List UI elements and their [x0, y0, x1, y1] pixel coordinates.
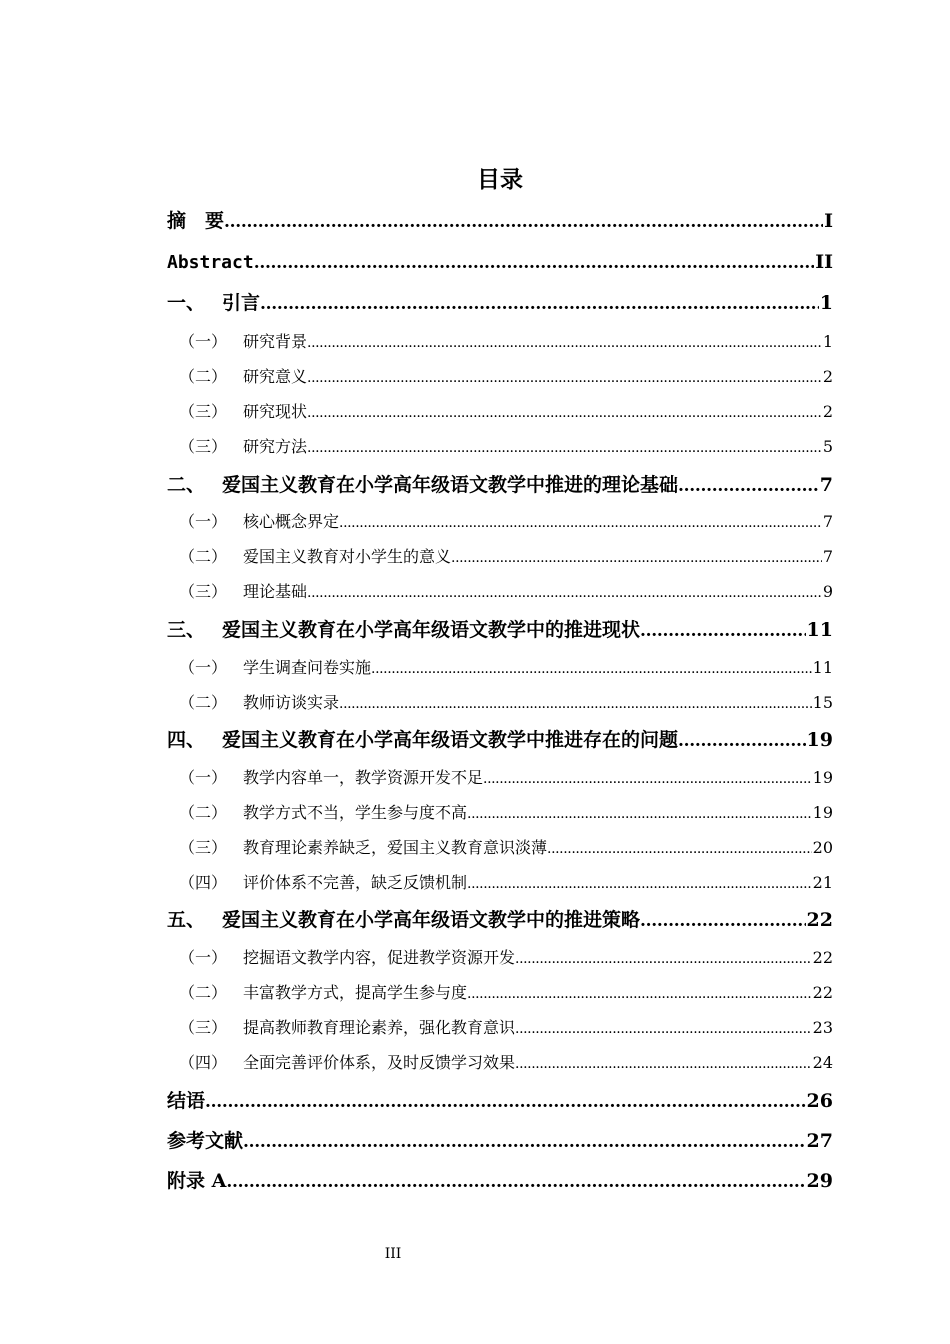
toc-entry-page: 27 — [806, 1130, 833, 1152]
table-of-contents — [167, 0, 833, 1344]
toc-dot-leader — [307, 330, 822, 355]
toc-dot-leader — [254, 248, 815, 277]
toc-entry-label: 参考文献 — [167, 1130, 244, 1152]
toc-entry[interactable] — [167, 615, 833, 645]
toc-entry-page: 11 — [806, 619, 833, 641]
toc-dot-leader — [515, 946, 812, 971]
toc-entry-label: 全面完善评价体系，及时反馈学习效果 — [243, 1053, 516, 1072]
toc-dot-leader — [307, 580, 822, 605]
toc-entry[interactable] — [167, 690, 833, 716]
toc-entry-page: 22 — [812, 983, 833, 1002]
toc-entry-page: 15 — [812, 693, 833, 712]
toc-entry-number: 三、 — [167, 619, 206, 641]
toc-entry-page: 24 — [812, 1053, 833, 1072]
toc-entry-page: 7 — [819, 474, 833, 496]
toc-entry-number: （二） — [179, 367, 228, 386]
toc-entry[interactable] — [167, 800, 833, 826]
toc-entry-number: （三） — [179, 1018, 228, 1037]
toc-dot-leader — [205, 1087, 806, 1116]
toc-entry-label: 提高教师教育理论素养，强化教育意识 — [243, 1018, 516, 1037]
toc-entry[interactable] — [167, 470, 833, 500]
toc-entry-number: （一） — [179, 332, 228, 351]
toc-entry-label: 教育理论素养缺乏，爱国主义教育意识淡薄 — [243, 838, 548, 857]
toc-entry-label: 爱国主义教育在小学高年级语文教学中的推进现状 — [222, 619, 641, 641]
toc-entry-number: （四） — [179, 873, 228, 892]
toc-entry-number: （二） — [179, 693, 228, 712]
toc-dot-leader — [515, 1016, 812, 1041]
toc-dot-leader — [224, 207, 823, 236]
toc-entry-page: 29 — [806, 1170, 833, 1192]
toc-dot-leader — [339, 691, 812, 716]
toc-entry[interactable] — [167, 1050, 833, 1076]
toc-entry-page: 2 — [822, 367, 833, 386]
toc-entry-label: 研究意义 — [243, 367, 308, 386]
toc-entry-label: 理论基础 — [243, 582, 308, 601]
toc-entry-page: II — [815, 251, 833, 273]
toc-dot-leader — [467, 871, 812, 896]
toc-entry-label: 核心概念界定 — [243, 512, 340, 531]
toc-dot-leader — [226, 1167, 805, 1196]
toc-entry-number: （三） — [179, 402, 228, 421]
toc-entry-label: Abstract — [167, 252, 254, 273]
toc-dot-leader — [640, 616, 806, 645]
toc-entry-page: 9 — [822, 582, 833, 601]
toc-entry-number: （一） — [179, 512, 228, 531]
toc-entry[interactable] — [167, 364, 833, 390]
toc-entry-number: 一、 — [167, 292, 206, 314]
toc-entry-page: 5 — [822, 437, 833, 456]
toc-entry-label: 附录 A — [167, 1170, 227, 1192]
toc-entry-page: 22 — [806, 909, 833, 931]
toc-entry[interactable] — [167, 206, 833, 236]
toc-entry-page: 22 — [812, 948, 833, 967]
toc-entry[interactable] — [167, 980, 833, 1006]
toc-entry-label: 研究方法 — [243, 437, 308, 456]
toc-dot-leader — [243, 1127, 806, 1156]
toc-entry-number: （三） — [179, 437, 228, 456]
toc-entry-number: （一） — [179, 768, 228, 787]
toc-entry[interactable] — [167, 1015, 833, 1041]
toc-entry-number: （一） — [179, 658, 228, 677]
toc-entry-number: （三） — [179, 582, 228, 601]
toc-entry-page: 11 — [812, 658, 833, 677]
toc-dot-leader — [451, 545, 822, 570]
toc-dot-leader — [371, 656, 812, 681]
toc-entry-page: 20 — [812, 838, 833, 857]
toc-entry-number: 二、 — [167, 474, 206, 496]
toc-entry-label: 研究现状 — [243, 402, 308, 421]
toc-entry[interactable] — [167, 544, 833, 570]
toc-entry-number: 四、 — [167, 729, 206, 751]
toc-dot-leader — [260, 289, 819, 318]
toc-entry-page: 19 — [812, 803, 833, 822]
toc-entry-number: （二） — [179, 803, 228, 822]
toc-entry-label: 评价体系不完善，缺乏反馈机制 — [243, 873, 468, 892]
toc-entry-page: 2 — [822, 402, 833, 421]
toc-dot-leader — [547, 836, 812, 861]
toc-dot-leader — [467, 981, 812, 1006]
toc-entry[interactable] — [167, 579, 833, 605]
toc-entry-page: 21 — [812, 873, 833, 892]
toc-entry-label: 爱国主义教育对小学生的意义 — [243, 547, 452, 566]
toc-entry-label: 爱国主义教育在小学高年级语文教学中的推进策略 — [222, 909, 641, 931]
toc-dot-leader — [515, 1051, 812, 1076]
toc-entry[interactable] — [167, 945, 833, 971]
toc-entry-label: 摘 要 — [167, 210, 225, 232]
toc-title: 目录 — [477, 167, 523, 193]
toc-entry[interactable] — [167, 655, 833, 681]
toc-entry-page: 7 — [822, 512, 833, 531]
toc-entry-page: 19 — [806, 729, 833, 751]
toc-entry-number: （二） — [179, 983, 228, 1002]
toc-entry-label: 教师访谈实录 — [243, 693, 340, 712]
toc-entry[interactable] — [167, 329, 833, 355]
toc-entry-number: （二） — [179, 547, 228, 566]
toc-entry-label: 爱国主义教育在小学高年级语文教学中推进的理论基础 — [222, 474, 679, 496]
toc-entry-label: 教学内容单一，教学资源开发不足 — [243, 768, 484, 787]
toc-dot-leader — [307, 400, 822, 425]
toc-entry[interactable] — [167, 434, 833, 460]
toc-entry-label: 结语 — [167, 1090, 206, 1112]
toc-entry[interactable] — [167, 1166, 833, 1196]
toc-dot-leader — [640, 906, 806, 935]
toc-entry-label: 挖掘语文教学内容，促进教学资源开发 — [243, 948, 516, 967]
toc-dot-leader — [307, 435, 822, 460]
toc-entry[interactable] — [167, 399, 833, 425]
toc-entry-page: 1 — [822, 332, 833, 351]
toc-entry-label: 学生调查问卷实施 — [243, 658, 372, 677]
toc-entry-label: 教学方式不当，学生参与度不高 — [243, 803, 468, 822]
page-number-footer: III — [384, 1246, 402, 1262]
toc-entry-number: 五、 — [167, 909, 206, 931]
toc-entry[interactable] — [167, 835, 833, 861]
toc-entry-page: 1 — [819, 292, 833, 314]
toc-entry-label: 丰富教学方式，提高学生参与度 — [243, 983, 468, 1002]
toc-entry[interactable] — [167, 870, 833, 896]
toc-entry-page: 7 — [822, 547, 833, 566]
toc-entry-page: 23 — [812, 1018, 833, 1037]
toc-dot-leader — [467, 801, 812, 826]
toc-entry[interactable] — [167, 509, 833, 535]
toc-entry[interactable] — [167, 247, 833, 277]
toc-dot-leader — [483, 766, 812, 791]
toc-entry[interactable] — [167, 1086, 833, 1116]
toc-dot-leader — [678, 471, 819, 500]
toc-entry[interactable] — [167, 765, 833, 791]
toc-entry-page: 19 — [812, 768, 833, 787]
toc-entry-page: 26 — [806, 1090, 833, 1112]
toc-entry[interactable] — [167, 288, 833, 318]
toc-entry-number: （一） — [179, 948, 228, 967]
toc-entry-label: 研究背景 — [243, 332, 308, 351]
toc-dot-leader — [339, 510, 822, 535]
toc-dot-leader — [678, 726, 806, 755]
toc-entry-number: （四） — [179, 1053, 228, 1072]
toc-entry-page: I — [824, 210, 833, 232]
toc-entry[interactable] — [167, 1126, 833, 1156]
toc-entry-label: 爱国主义教育在小学高年级语文教学中推进存在的问题 — [222, 729, 679, 751]
toc-entry-number: （三） — [179, 838, 228, 857]
toc-entry-label: 引言 — [222, 292, 261, 314]
toc-entry[interactable] — [167, 905, 833, 935]
toc-entry[interactable] — [167, 725, 833, 755]
toc-dot-leader — [307, 365, 822, 390]
